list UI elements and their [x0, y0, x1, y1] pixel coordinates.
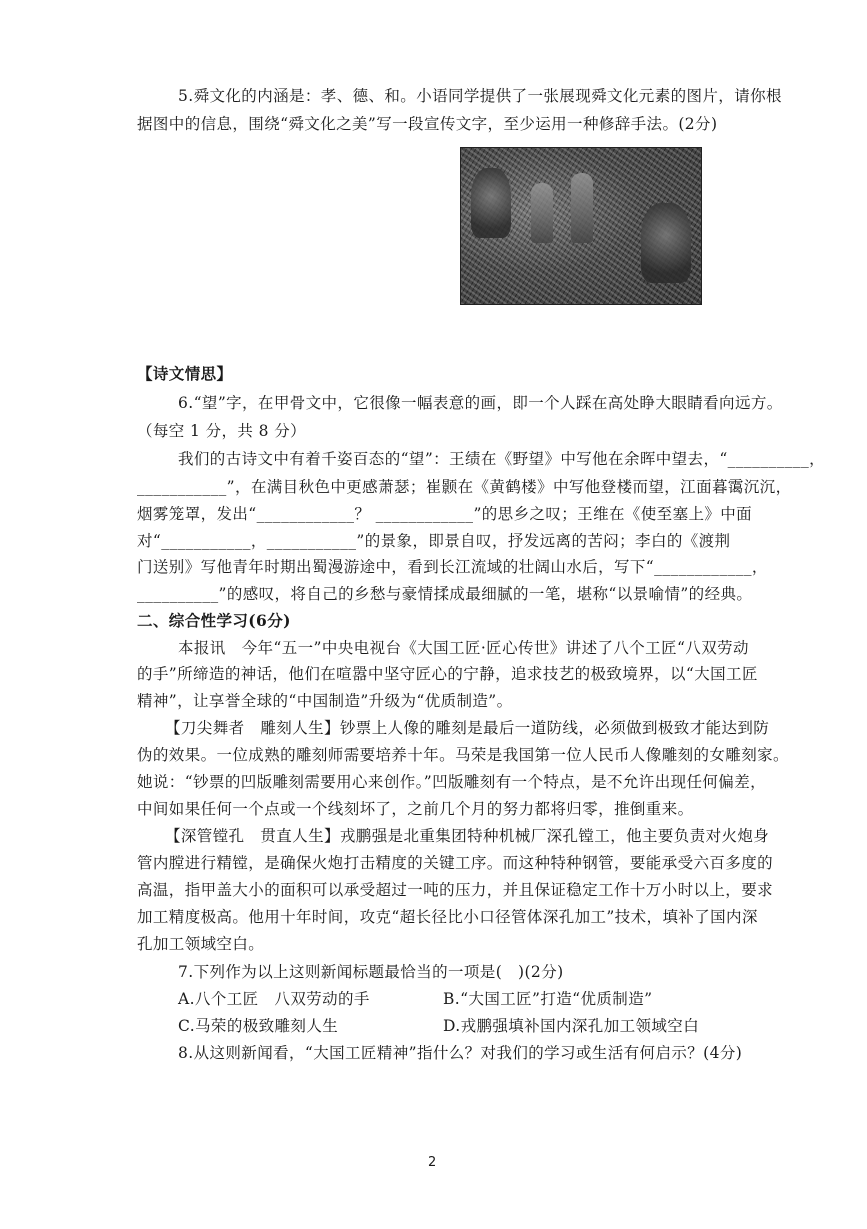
- news-line-3: 精神”，让享誉全球的“中国制造”升级为“优质制造”。: [137, 692, 513, 710]
- boring-line-3: 高温，指甲盖大小的面积可以承受超过一吨的压力，并且保证稳定工作十万小时以上，要求: [137, 881, 774, 899]
- tree-shape: [471, 168, 511, 238]
- q7-option-c: C.马荣的极致雕刻人生: [178, 1017, 339, 1035]
- poetry-para-line-2: ___________”，在满目秋色中更感萧瑟；崔颢在《黄鹤楼》中写他登楼而望，江面暮霭沉沉，: [137, 478, 792, 496]
- engraver-line-3: 她说：“钞票的凹版雕刻需要用心来创作。”凹版雕刻有一个特点，是不允许出现任何偏差，: [137, 773, 767, 791]
- boring-line-1: 【深管镗孔 贯直人生】戎鹏强是北重集团特种机械厂深孔镗工，他主要负责对火炮身: [165, 827, 770, 845]
- news-line-1: 本报讯 今年“五一”中央电视台《大国工匠·匠心传世》讲述了八个工匠“八双劳动: [178, 639, 749, 657]
- shun-culture-photo: [460, 147, 702, 305]
- q7-stem: 7.下列作为以上这则新闻标题最恰当的一项是( )(2分): [178, 963, 564, 981]
- poetry-para-line-3: 烟雾笼罩，发出“____________？ ____________”的思乡之叹；王维在《使至塞上》中面: [137, 505, 753, 523]
- figure-shape: [531, 183, 553, 243]
- q5-line-2: 据图中的信息，围绕“舜文化之美”写一段宣传文字，至少运用一种修辞手法。(2分): [137, 115, 718, 133]
- poetry-para-line-4: 对“___________，___________”的景象，即景自叹，抒发远离的苦闷；李白的《渡荆: [137, 532, 731, 550]
- q7-option-b: B.“大国工匠”打造“优质制造”: [443, 990, 653, 1008]
- engraver-line-1: 【刀尖舞者 雕刻人生】钞票上人像的雕刻是最后一道防线，必须做到极致才能达到防: [165, 719, 770, 737]
- q7-option-d: D.戎鹏强填补国内深孔加工领域空白: [443, 1017, 700, 1035]
- poetry-para-line-6: __________”的感叹，将自己的乡愁与豪情揉成最细腻的一笔，堪称“以景喻情”的经典。: [137, 585, 753, 603]
- engraver-line-2: 伪的效果。一位成熟的雕刻师需要培养十年。马荣是我国第一位人民币人像雕刻的女雕刻家。: [137, 746, 789, 764]
- tree-shape: [641, 203, 691, 283]
- q8-stem: 8.从这则新闻看，“大国工匠精神”指什么？对我们的学习或生活有何启示？(4分): [178, 1044, 743, 1062]
- boring-line-4: 加工精度极高。他用十年时间，攻克“超长径比小口径管体深孔加工”技术，填补了国内深: [137, 908, 758, 926]
- q7-option-a: A.八个工匠 八双劳动的手: [178, 990, 370, 1008]
- q5-line-1: 5.舜文化的内涵是：孝、德、和。小语同学提供了一张展现舜文化元素的图片，请你根: [178, 87, 782, 105]
- boring-line-2: 管内膛进行精镗，是确保火炮打击精度的关键工序。而这种特种钢管，要能承受六百多度的: [137, 854, 774, 872]
- poetry-heading: 【诗文情思】: [137, 364, 233, 383]
- q6-line-2: （每空 1 分，共 8 分）: [137, 422, 307, 440]
- poetry-para-line-1: 我们的古诗文中有着千姿百态的“望”：王绩在《野望》中写他在余晖中望去，“__________，: [178, 450, 826, 468]
- poetry-para-line-5: 门送别》写他青年时期出蜀漫游途中，看到长江流域的壮阔山水后，写下“____________，: [137, 558, 768, 576]
- section-2-heading: 二、综合性学习(6分): [137, 611, 291, 630]
- news-line-2: 的手”所缔造的神话，他们在喧嚣中坚守匠心的宁静，追求技艺的极致境界，以“大国工匠: [137, 665, 758, 683]
- boring-line-5: 孔加工领域空白。: [137, 935, 265, 953]
- figure-shape: [571, 173, 593, 243]
- page-number: 2: [428, 1155, 437, 1170]
- engraver-line-4: 中间如果任何一个点或一个线刻坏了，之前几个月的努力都将归零，推倒重来。: [137, 800, 694, 818]
- q6-line-1: 6.“望”字，在甲骨文中，它很像一幅表意的画，即一个人踩在高处睁大眼睛看向远方。: [178, 394, 783, 412]
